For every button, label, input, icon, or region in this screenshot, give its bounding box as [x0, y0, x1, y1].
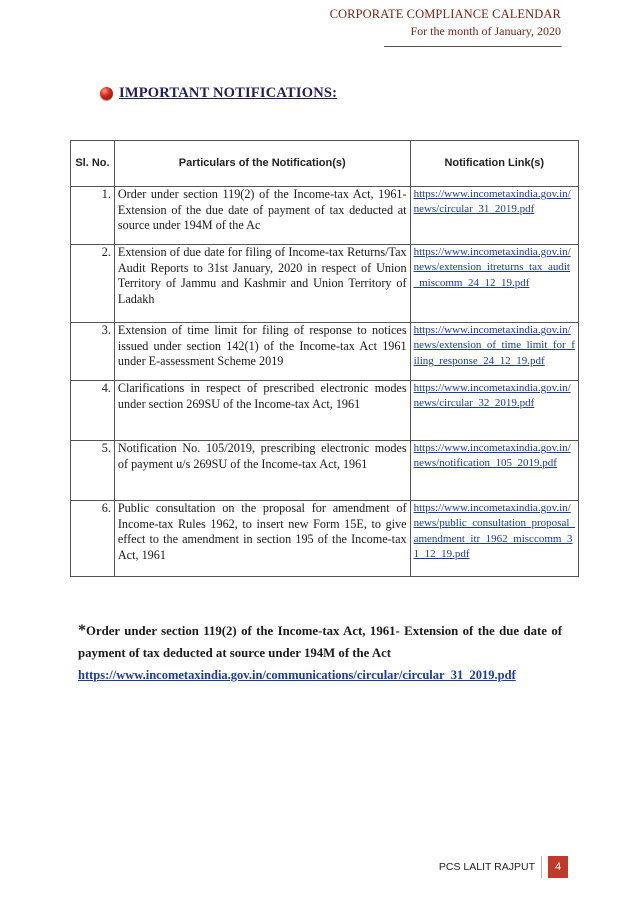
- document-subtitle: For the month of January, 2020: [410, 24, 561, 38]
- header-rule: ------------------------------------------------------------------------: [383, 40, 561, 52]
- table-row: [71, 381, 579, 441]
- row-number: 1.: [71, 187, 115, 245]
- notification-link[interactable]: https://www.incometaxindia.gov.in/news/extension_itreturns_tax_audit_miscomm_24_12_19.pdf: [413, 246, 571, 289]
- table-row: [71, 501, 579, 577]
- col-header-link: Notification Link(s): [410, 141, 578, 187]
- footnote-link[interactable]: https://www.incometaxindia.gov.in/communications/circular/circular_31_2019.pdf: [78, 668, 516, 682]
- table-row: [71, 245, 579, 323]
- row-particulars: Order under section 119(2) of the Income-tax Act, 1961- Extension of the due date of payment of tax deducted at source under 194M of the Ac: [114, 187, 410, 245]
- row-particulars: Extension of time limit for filing of response to notices issued under section 142(1) of the Income-tax Act 1961 under E-assessment Scheme 2019: [114, 323, 410, 381]
- footnote-star: *: [78, 622, 86, 639]
- notification-link[interactable]: https://www.incometaxindia.gov.in/news/notification_105_2019.pdf: [413, 442, 571, 470]
- footnote: [78, 620, 562, 664]
- row-number: 3.: [71, 323, 115, 381]
- row-number: 6.: [71, 501, 115, 577]
- table-row: [71, 323, 579, 381]
- row-particulars: Clarifications in respect of prescribed electronic modes under section 269SU of the Income-tax Act, 1961: [114, 381, 410, 441]
- row-number: 5.: [71, 441, 115, 501]
- row-number: 2.: [71, 245, 115, 323]
- notifications-table: [70, 140, 579, 577]
- notification-link[interactable]: https://www.incometaxindia.gov.in/news/circular_31_2019.pdf: [413, 188, 571, 216]
- document-title: CORPORATE COMPLIANCE CALENDAR: [329, 7, 561, 21]
- row-particulars: Extension of due date for filing of Income-tax Returns/Tax Audit Reports to 31st January, 2020 in respect of Union Territory of Jammu and Kashmir and Union Territory of Ladakh: [114, 245, 410, 323]
- table-header-row: [71, 141, 579, 187]
- row-number: 4.: [71, 381, 115, 441]
- row-particulars: Public consultation on the proposal for amendment of Income-tax Rules 1962, to insert new Form 15E, to give effect to the amendment in section 195 of the Income-tax Act, 1961: [114, 501, 410, 577]
- col-header-particulars: Particulars of the Notification(s): [114, 141, 410, 187]
- notification-link[interactable]: https://www.incometaxindia.gov.in/news/extension_of_time_limit_for_filing_response_24_12_19.pdf: [413, 324, 575, 367]
- col-header-sl: Sl. No.: [71, 141, 115, 187]
- notification-link[interactable]: https://www.incometaxindia.gov.in/news/circular_32_2019.pdf: [413, 382, 571, 410]
- section-heading: [100, 85, 337, 102]
- notification-link[interactable]: https://www.incometaxindia.gov.in/news/public_consultation_proposal_amendment_itr_1962_misccomm_31_12_19.pdf: [413, 502, 575, 560]
- table-row: [71, 441, 579, 501]
- row-particulars: Notification No. 105/2019, prescribing electronic modes of payment u/s 269SU of the Income-tax Act, 1961: [114, 441, 410, 501]
- section-title: IMPORTANT NOTIFICATIONS:: [119, 85, 338, 101]
- red-bullet-icon: [100, 87, 113, 100]
- footnote-text: Order under section 119(2) of the Income-tax Act, 1961- Extension of the due date of payment of tax deducted at source under 194M of the Act: [78, 624, 562, 660]
- page-footer: [439, 856, 568, 878]
- author-name: PCS LALIT RAJPUT: [439, 856, 542, 878]
- table-row: [71, 187, 579, 245]
- page-header: [330, 6, 561, 55]
- page-number: 4: [548, 856, 568, 878]
